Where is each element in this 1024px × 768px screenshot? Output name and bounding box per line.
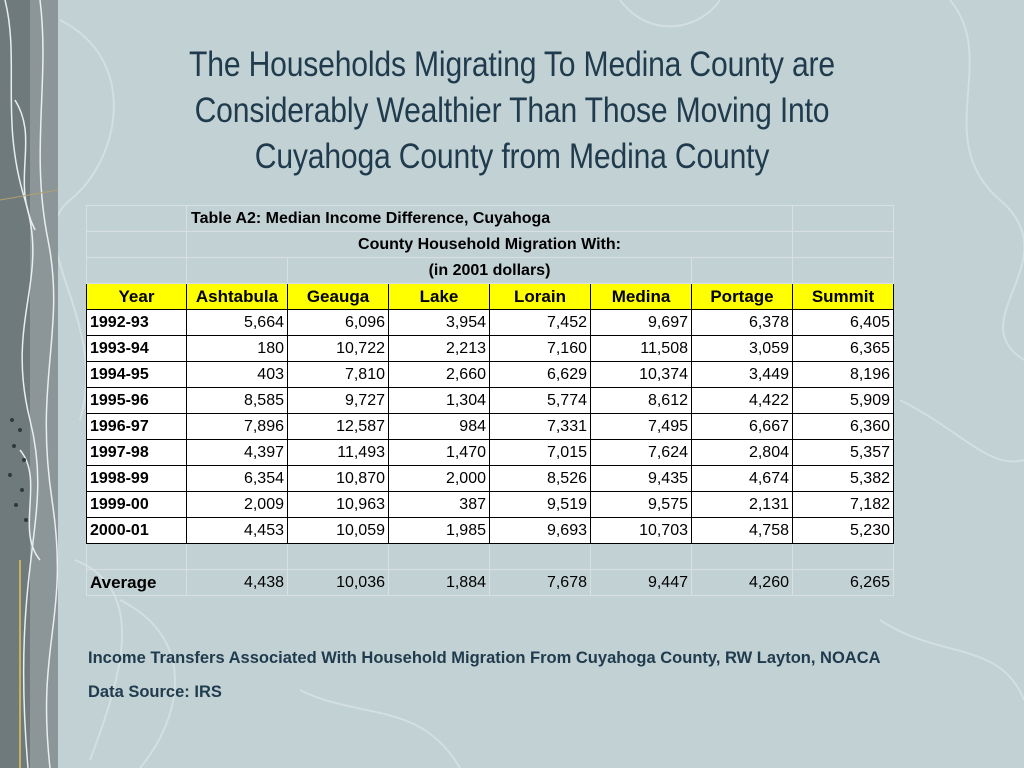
cell-value: 5,664 (187, 310, 288, 336)
data-source: Data Source: IRS (88, 683, 222, 701)
cell-year: 1993-94 (87, 336, 187, 362)
cell-value: 3,449 (692, 362, 793, 388)
cell-value: 5,774 (490, 388, 591, 414)
cell-value: 10,722 (288, 336, 389, 362)
source-title: Income Transfers Associated With Household Migration From Cuyahoga County, RW Layton, NOACA (88, 649, 881, 667)
cell-value: 2,000 (389, 466, 490, 492)
cell-value: 7,452 (490, 310, 591, 336)
cell-value: 6,354 (187, 466, 288, 492)
table-row (87, 362, 894, 388)
source-notes (88, 646, 908, 714)
cell-value: 6,667 (692, 414, 793, 440)
cell-value: 9,435 (591, 466, 692, 492)
table-row (87, 492, 894, 518)
cell-value: 5,357 (793, 440, 894, 466)
cell-value: 1,985 (389, 518, 490, 544)
cell-value: 6,365 (793, 336, 894, 362)
cell-value: 12,587 (288, 414, 389, 440)
average-value: 4,260 (692, 570, 793, 596)
header-portage: Portage (692, 284, 793, 310)
table-row (87, 414, 894, 440)
cell-value: 3,954 (389, 310, 490, 336)
cell-value: 4,397 (187, 440, 288, 466)
cell-value: 8,585 (187, 388, 288, 414)
cell-value: 2,804 (692, 440, 793, 466)
cell-value: 7,015 (490, 440, 591, 466)
header-summit: Summit (793, 284, 894, 310)
caption-row-3 (87, 258, 894, 284)
cell-value: 10,703 (591, 518, 692, 544)
cell-value: 4,453 (187, 518, 288, 544)
average-value: 9,447 (591, 570, 692, 596)
table-row (87, 336, 894, 362)
cell-value: 7,896 (187, 414, 288, 440)
table-caption-line1: Table A2: Median Income Difference, Cuyahoga (187, 206, 793, 232)
table-row (87, 466, 894, 492)
cell-value: 5,230 (793, 518, 894, 544)
header-geauga: Geauga (288, 284, 389, 310)
cell-value: 6,378 (692, 310, 793, 336)
cell-value: 3,059 (692, 336, 793, 362)
cell-value: 2,131 (692, 492, 793, 518)
cell-value: 5,909 (793, 388, 894, 414)
cell-year: 1997-98 (87, 440, 187, 466)
cell-value: 9,693 (490, 518, 591, 544)
spacer-row (87, 544, 894, 570)
average-row (87, 570, 894, 596)
caption-row-1 (87, 206, 894, 232)
cell-value: 7,495 (591, 414, 692, 440)
cell-value: 1,304 (389, 388, 490, 414)
header-lake: Lake (389, 284, 490, 310)
caption-row-2 (87, 232, 894, 258)
header-year: Year (87, 284, 187, 310)
cell-value: 6,405 (793, 310, 894, 336)
cell-value: 7,182 (793, 492, 894, 518)
column-header-row (87, 284, 894, 310)
cell-year: 1994-95 (87, 362, 187, 388)
cell-value: 8,196 (793, 362, 894, 388)
table-row (87, 518, 894, 544)
cell-value: 6,096 (288, 310, 389, 336)
cell-value: 4,422 (692, 388, 793, 414)
average-value: 7,678 (490, 570, 591, 596)
cell-year: 1996-97 (87, 414, 187, 440)
cell-year: 1992-93 (87, 310, 187, 336)
header-ashtabula: Ashtabula (187, 284, 288, 310)
header-medina: Medina (591, 284, 692, 310)
cell-value: 7,810 (288, 362, 389, 388)
cell-value: 403 (187, 362, 288, 388)
cell-value: 2,213 (389, 336, 490, 362)
cell-value: 2,660 (389, 362, 490, 388)
cell-value: 6,360 (793, 414, 894, 440)
cell-value: 9,697 (591, 310, 692, 336)
cell-value: 11,493 (288, 440, 389, 466)
average-value: 6,265 (793, 570, 894, 596)
cell-value: 9,519 (490, 492, 591, 518)
cell-value: 7,160 (490, 336, 591, 362)
table-row (87, 310, 894, 336)
cell-value: 8,526 (490, 466, 591, 492)
income-difference-table (86, 205, 894, 596)
cell-value: 10,870 (288, 466, 389, 492)
cell-value: 984 (389, 414, 490, 440)
cell-value: 2,009 (187, 492, 288, 518)
average-value: 1,884 (389, 570, 490, 596)
cell-value: 6,629 (490, 362, 591, 388)
table-row (87, 388, 894, 414)
header-lorain: Lorain (490, 284, 591, 310)
cell-year: 2000-01 (87, 518, 187, 544)
cell-year: 1995-96 (87, 388, 187, 414)
table-row (87, 440, 894, 466)
cell-value: 10,374 (591, 362, 692, 388)
table-caption-line3: (in 2001 dollars) (288, 258, 692, 284)
average-value: 10,036 (288, 570, 389, 596)
cell-value: 10,059 (288, 518, 389, 544)
left-map-strip (0, 0, 58, 768)
cell-value: 10,963 (288, 492, 389, 518)
cell-value: 1,470 (389, 440, 490, 466)
cell-value: 7,331 (490, 414, 591, 440)
cell-value: 8,612 (591, 388, 692, 414)
cell-value: 5,382 (793, 466, 894, 492)
cell-value: 7,624 (591, 440, 692, 466)
slide-title: The Households Migrating To Medina County are Considerably Wealthier Than Those Moving Into Cuyahoga County from Medina County (189, 45, 835, 176)
cell-year: 1998-99 (87, 466, 187, 492)
cell-value: 180 (187, 336, 288, 362)
average-value: 4,438 (187, 570, 288, 596)
average-label: Average (87, 570, 187, 596)
cell-value: 9,727 (288, 388, 389, 414)
cell-value: 4,758 (692, 518, 793, 544)
cell-value: 11,508 (591, 336, 692, 362)
cell-value: 9,575 (591, 492, 692, 518)
cell-value: 4,674 (692, 466, 793, 492)
table-caption-line2: County Household Migration With: (187, 232, 793, 258)
cell-year: 1999-00 (87, 492, 187, 518)
cell-value: 387 (389, 492, 490, 518)
